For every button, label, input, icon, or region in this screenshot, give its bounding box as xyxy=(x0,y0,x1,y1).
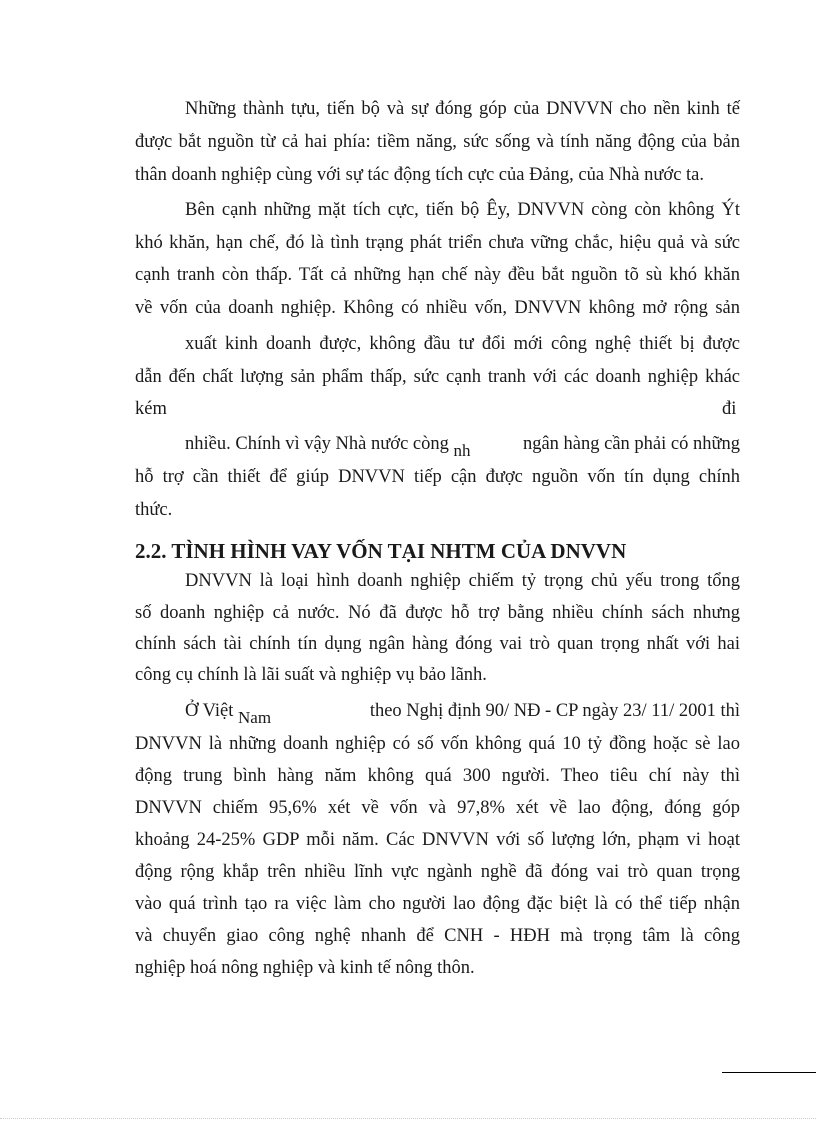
text-line: động trung bình hàng năm không quá 300 người. Theo tiêu chí này thì xyxy=(135,766,740,786)
text-fragment: nhiều. Chính vì vậy Nhà nước còng xyxy=(185,434,449,454)
text-fragment: nh xyxy=(453,441,471,460)
text-line: vào quá trình tạo ra việc làm cho người lao động đặc biệt là có thể tiếp nhận xyxy=(135,894,740,914)
text-line: hỗ trợ cần thiết để giúp DNVVN tiếp cận được nguồn vốn tín dụng chính xyxy=(135,467,740,487)
text-line: về vốn của doanh nghiệp. Không có nhiều vốn, DNVVN không mở rộng sản xyxy=(135,298,740,318)
text-line: DNVVN chiếm 95,6% xét về vốn và 97,8% xét về lao động, đóng góp xyxy=(135,798,740,818)
text-line: cạnh tranh còn thấp. Tất cả những hạn chế này đều bắt nguồn tõ sù khó khăn xyxy=(135,265,740,285)
text-line: đi xyxy=(722,399,737,419)
footnote-separator xyxy=(722,1072,816,1073)
text-line: và chuyển giao công nghệ nhanh để CNH - HĐH mà trọng tâm là công xyxy=(135,926,740,946)
text-fragment: theo Nghị định 90/ NĐ - CP ngày 23/ 11/ 2001 thì xyxy=(369,701,740,721)
text-fragment: ngân hàng cần phải có những xyxy=(522,434,740,454)
text-line: khoảng 24-25% GDP mỗi năm. Các DNVVN với số lượng lớn, phạm vi hoạt xyxy=(135,830,740,850)
text-line xyxy=(185,433,740,460)
text-fragment: Ở Việt xyxy=(185,701,234,721)
text-line: công cụ chính là lãi suất và nghiệp vụ bảo lãnh. xyxy=(135,665,487,685)
text-line: dẫn đến chất lượng sản phẩm thấp, sức cạnh tranh với các doanh nghiệp khác xyxy=(135,367,740,387)
text-line: Bên cạnh những mặt tích cực, tiến bộ Êy, DNVVN còng còn không Ýt xyxy=(185,200,740,220)
text-line: khó khăn, hạn chế, đó là tình trạng phát triển chưa vững chắc, hiệu quả và sức xyxy=(135,233,740,253)
page-edge-divider xyxy=(0,1118,816,1119)
text-line: được bắt nguồn từ cả hai phía: tiềm năng, sức sống và tính năng động của bản xyxy=(135,132,740,152)
text-fragment: Nam xyxy=(238,708,272,727)
text-line: Những thành tựu, tiến bộ và sự đóng góp của DNVVN cho nền kinh tế xyxy=(185,99,740,119)
text-line: thức. xyxy=(135,500,173,520)
text-line: DNVVN là những doanh nghiệp có số vốn không quá 10 tỷ đồng hoặc sè lao xyxy=(135,734,740,754)
section-heading: 2.2. TÌNH HÌNH VAY VỐN TẠI NHTM CỦA DNVVN xyxy=(135,539,627,563)
text-line xyxy=(185,700,740,727)
text-line: nghiệp hoá nông nghiệp và kinh tế nông thôn. xyxy=(135,958,475,978)
text-line: động rộng khắp trên nhiều lĩnh vực ngành nghề đã đóng vai trò quan trọng xyxy=(135,862,740,882)
text-line: số doanh nghiệp cả nước. Nó đã được hỗ trợ bằng nhiều chính sách nhưng xyxy=(135,603,740,623)
text-line: chính sách tài chính tín dụng ngân hàng đóng vai trò quan trọng nhất với hai xyxy=(135,634,740,654)
text-line: DNVVN là loại hình doanh nghiệp chiếm tỷ trọng chủ yếu trong tổng xyxy=(185,571,740,591)
text-line: thân doanh nghiệp cùng với sự tác động tích cực của Đảng, của Nhà nước ta. xyxy=(135,165,705,185)
text-line: kém xyxy=(135,399,167,419)
text-line: xuất kinh doanh được, không đầu tư đổi mới công nghệ thiết bị được xyxy=(185,334,740,354)
